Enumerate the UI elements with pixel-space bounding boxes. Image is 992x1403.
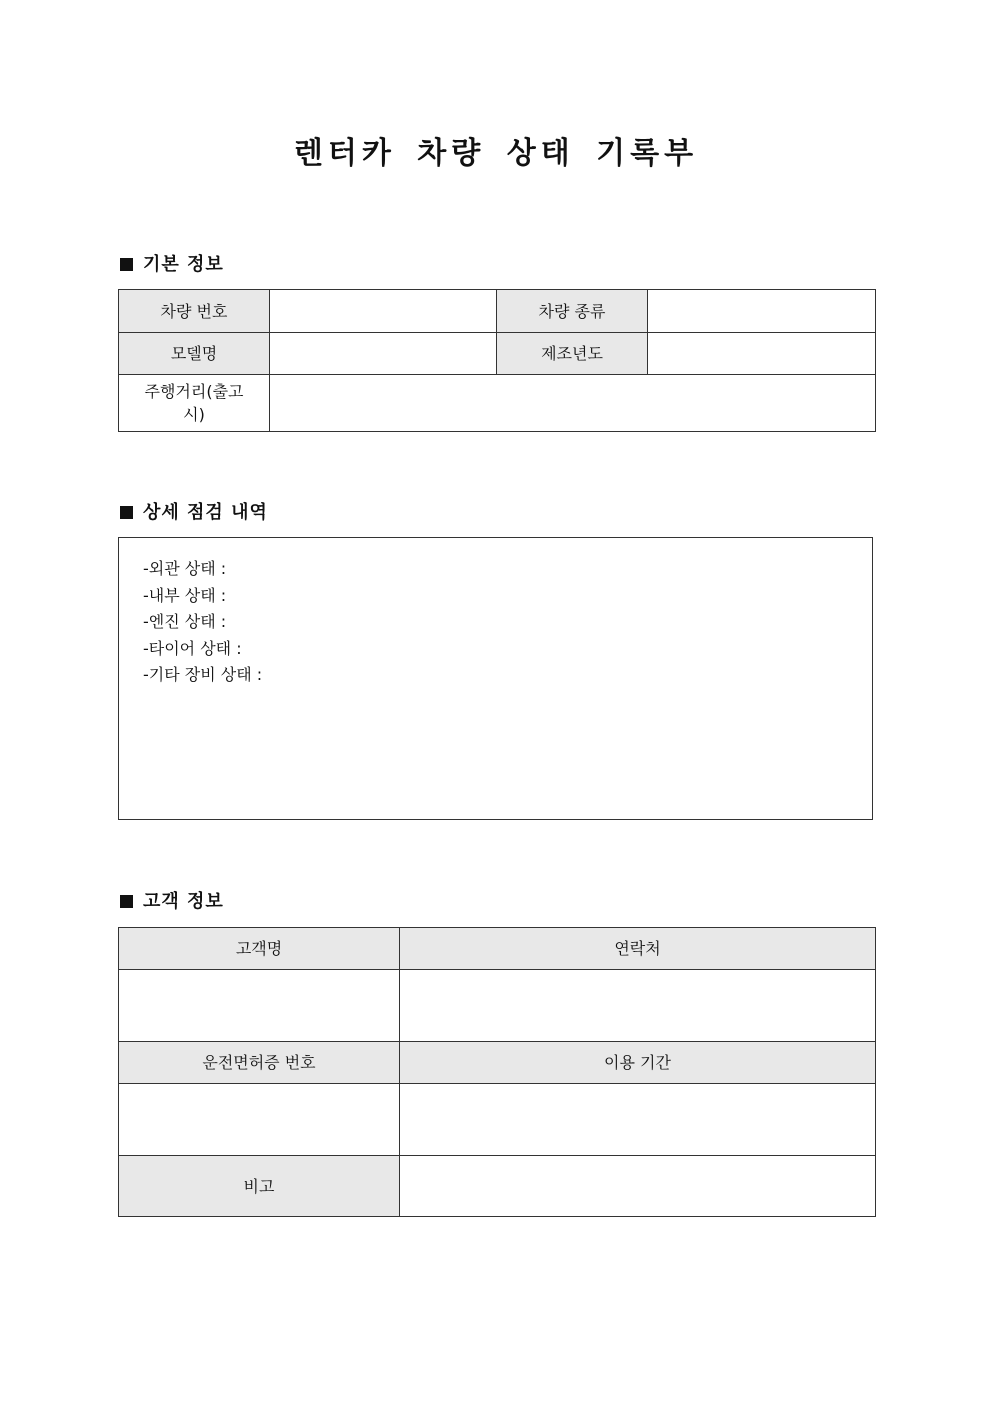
square-bullet-icon (120, 258, 133, 271)
table-row (119, 928, 876, 970)
mileage-label-line1: 주행거리(출고 (144, 382, 244, 401)
customer-info-table (118, 927, 876, 1217)
manufacture-year-field[interactable] (648, 333, 876, 375)
customer-name-label: 고객명 (119, 928, 400, 970)
table-row (119, 1084, 876, 1156)
customer-info-heading (120, 890, 224, 914)
table-row (119, 1156, 876, 1217)
rental-period-field[interactable] (400, 1084, 876, 1156)
model-label: 모델명 (119, 333, 270, 375)
rental-period-label: 이용 기간 (400, 1042, 876, 1084)
remarks-field[interactable] (400, 1156, 876, 1217)
table-row (119, 970, 876, 1042)
mileage-label (119, 375, 270, 432)
inspection-details-box[interactable] (118, 537, 873, 820)
contact-field[interactable] (400, 970, 876, 1042)
table-row (119, 375, 876, 432)
tire-condition-line: -타이어 상태 : (143, 638, 242, 658)
model-field[interactable] (270, 333, 497, 375)
square-bullet-icon (120, 895, 133, 908)
mileage-field[interactable] (270, 375, 876, 432)
remarks-label: 비고 (119, 1156, 400, 1217)
basic-info-heading-text: 기본 정보 (143, 254, 224, 275)
basic-info-table (118, 289, 876, 432)
inspection-heading (120, 501, 268, 525)
license-number-label: 운전면허증 번호 (119, 1042, 400, 1084)
vehicle-type-field[interactable] (648, 290, 876, 333)
customer-name-field[interactable] (119, 970, 400, 1042)
table-row (119, 1042, 876, 1084)
mileage-label-line2: 시) (183, 405, 205, 424)
vehicle-number-field[interactable] (270, 290, 497, 333)
vehicle-number-label: 차량 번호 (119, 290, 270, 333)
license-number-field[interactable] (119, 1084, 400, 1156)
other-equipment-condition-line: -기타 장비 상태 : (143, 665, 263, 684)
vehicle-type-label: 차량 종류 (497, 290, 648, 333)
basic-info-heading (120, 253, 224, 277)
contact-label: 연락처 (400, 928, 876, 970)
manufacture-year-label: 제조년도 (497, 333, 648, 375)
engine-condition-line: -엔진 상태 : (143, 612, 227, 631)
exterior-condition-line: -외관 상태 : (143, 559, 227, 578)
page-title: 렌터카 차량 상태 기록부 (293, 136, 699, 171)
table-row (119, 290, 876, 333)
square-bullet-icon (120, 506, 133, 519)
interior-condition-line: -내부 상태 : (143, 585, 227, 605)
inspection-heading-text: 상세 점검 내역 (143, 502, 268, 523)
table-row (119, 333, 876, 375)
customer-info-heading-text: 고객 정보 (143, 891, 224, 912)
